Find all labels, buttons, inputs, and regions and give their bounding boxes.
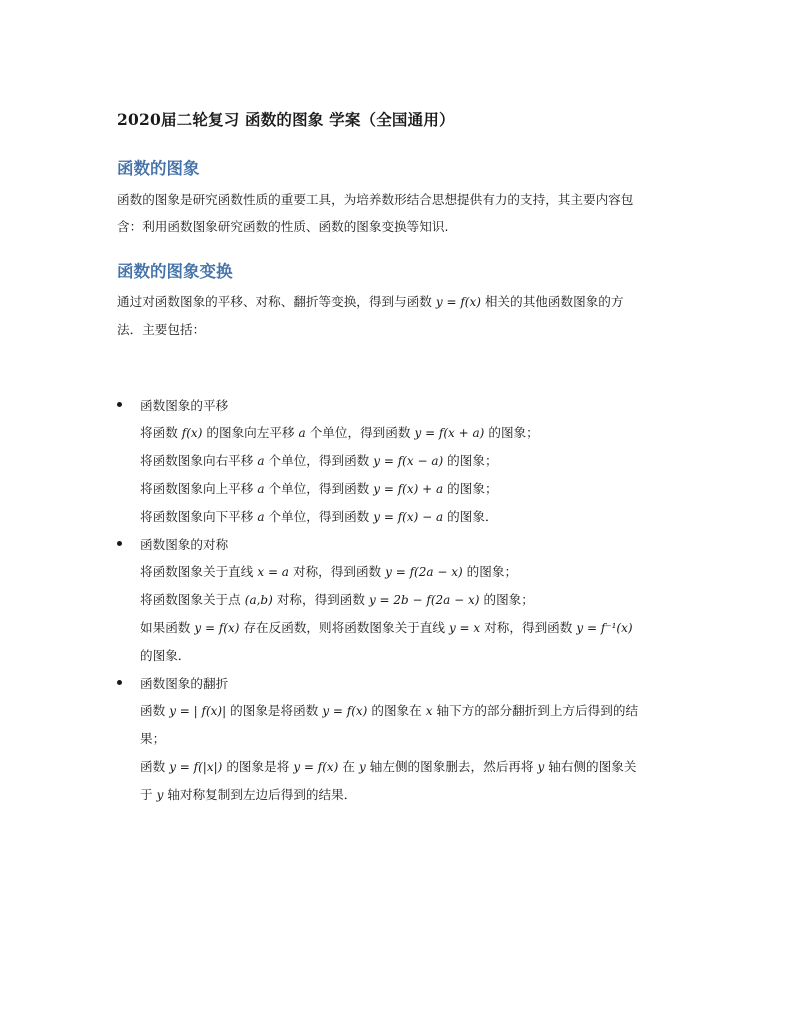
section2-intro-line-2: 法．主要包括： [117,322,206,337]
line-text: 的图象； [484,425,539,440]
bullet-heading-text: 函数图象的翻折 [140,676,229,691]
line-text: 函数 [140,759,170,774]
section1-paragraph [117,186,687,240]
math-expression: y = x [448,621,481,635]
bullet-line [117,753,697,781]
math-expression: a [257,482,265,496]
bullet-dot-icon [117,402,122,407]
bullet-line [117,614,697,642]
bullet-heading-text: 函数图象的平移 [140,398,229,413]
bullet-line [117,419,697,447]
bullet-line [117,447,697,475]
bullet-line [117,642,697,670]
bullet-line [117,475,697,503]
bullet-heading [117,531,697,558]
math-expression: y = f(2a − x) [385,565,463,579]
line-text: 将函数 [140,425,182,440]
line-text: 的图象向左平移 [202,425,299,440]
line-text: 轴对称复制到左边后得到的结果． [163,787,357,802]
math-expression: y = | f(x)| [169,704,227,718]
bullet-dot-icon [117,541,122,546]
intro-math: y = f(x) [435,295,481,309]
math-expression: y = f(x) [293,760,339,774]
math-expression: y [358,760,366,774]
math-expression: x [425,704,433,718]
line-text: 的图象； [479,592,534,607]
line-text: 的图象在 [367,703,426,718]
line-text: 的图象． [140,648,191,663]
section-heading-function-graph: 函数的图象 [117,159,200,178]
math-expression: y = f(x) + a [373,482,444,496]
math-expression: y [156,788,164,802]
bullet-line [117,503,697,531]
line-text: 在 [338,759,359,774]
line-text: 轴右侧的图象关 [544,759,637,774]
math-expression: a [257,454,265,468]
line-text: 个单位，得到函数 [305,425,415,440]
math-expression: (a,b) [244,593,273,607]
math-expression: y = f(x) [322,704,368,718]
math-expression: a [257,510,265,524]
math-expression: y = f(x + a) [414,426,485,440]
line-text: 对称，得到函数 [288,564,386,579]
line-text: 果； [140,731,166,746]
math-expression: a [298,426,306,440]
math-expression: f(x) [181,426,203,440]
line-text: 将函数图象向下平移 [140,509,258,524]
section1-line-2: 含：利用函数图象研究函数的性质、函数的图象变换等知识. [117,219,449,234]
math-expression: y = f(x − a) [373,454,444,468]
section2-intro [117,288,687,343]
bullet-list [117,392,697,809]
document-title: 2020届二轮复习 函数的图象 学案（全国通用） [117,110,455,129]
math-expression: y = f(|x|) [169,760,223,774]
line-text: 将函数图象关于直线 [140,564,258,579]
line-text: 的图象； [443,453,498,468]
intro-text-a: 通过对函数图象的平移、对称、翻折等变换，得到与函数 [117,294,432,309]
math-expression: x = a [257,565,289,579]
bullet-heading [117,670,697,697]
line-text: 如果函数 [140,620,195,635]
bullet-dot-icon [117,680,122,685]
math-expression: y = f(x) − a [373,510,444,524]
math-expression: y = 2b − f(2a − x) [368,593,480,607]
line-text: 将函数图象向上平移 [140,481,258,496]
line-text: 于 [140,787,157,802]
math-expression: y = f⁻¹(x) [576,621,633,635]
bullet-line [117,697,697,725]
line-text: 的图象是将函数 [226,703,323,718]
math-expression: y [537,760,545,774]
line-text: 将函数图象向右平移 [140,453,258,468]
math-expression: y = f(x) [194,621,240,635]
intro-text-b: 相关的其他函数图象的方 [484,294,624,309]
bullet-heading-text: 函数图象的对称 [140,537,229,552]
bullet-line [117,558,697,586]
line-text: 个单位，得到函数 [264,453,374,468]
line-text: 的图象． [443,509,498,524]
line-text: 的图象是将 [222,759,294,774]
line-text: 存在反函数，则将函数图象关于直线 [239,620,449,635]
line-text: 个单位，得到函数 [264,509,374,524]
line-text: 函数 [140,703,170,718]
section-heading-graph-transform: 函数的图象变换 [117,262,233,281]
line-text: 将函数图象关于点 [140,592,245,607]
line-text: 轴下方的部分翻折到上方后得到的结 [432,703,639,718]
section2-intro-line-1 [117,288,687,316]
line-text: 的图象； [462,564,518,579]
bullet-line [117,781,697,809]
line-text: 轴左侧的图象删去，然后再将 [365,759,538,774]
line-text: 对称，得到函数 [272,592,369,607]
bullet-heading [117,392,697,419]
bullet-line [117,725,697,753]
line-text: 对称，得到函数 [480,620,577,635]
line-text: 个单位，得到函数 [264,481,374,496]
section1-line-1: 函数的图象是研究函数性质的重要工具，为培养数形结合思想提供有力的支持，其主要内容包 [117,192,634,207]
bullet-line [117,586,697,614]
line-text: 的图象； [443,481,498,496]
